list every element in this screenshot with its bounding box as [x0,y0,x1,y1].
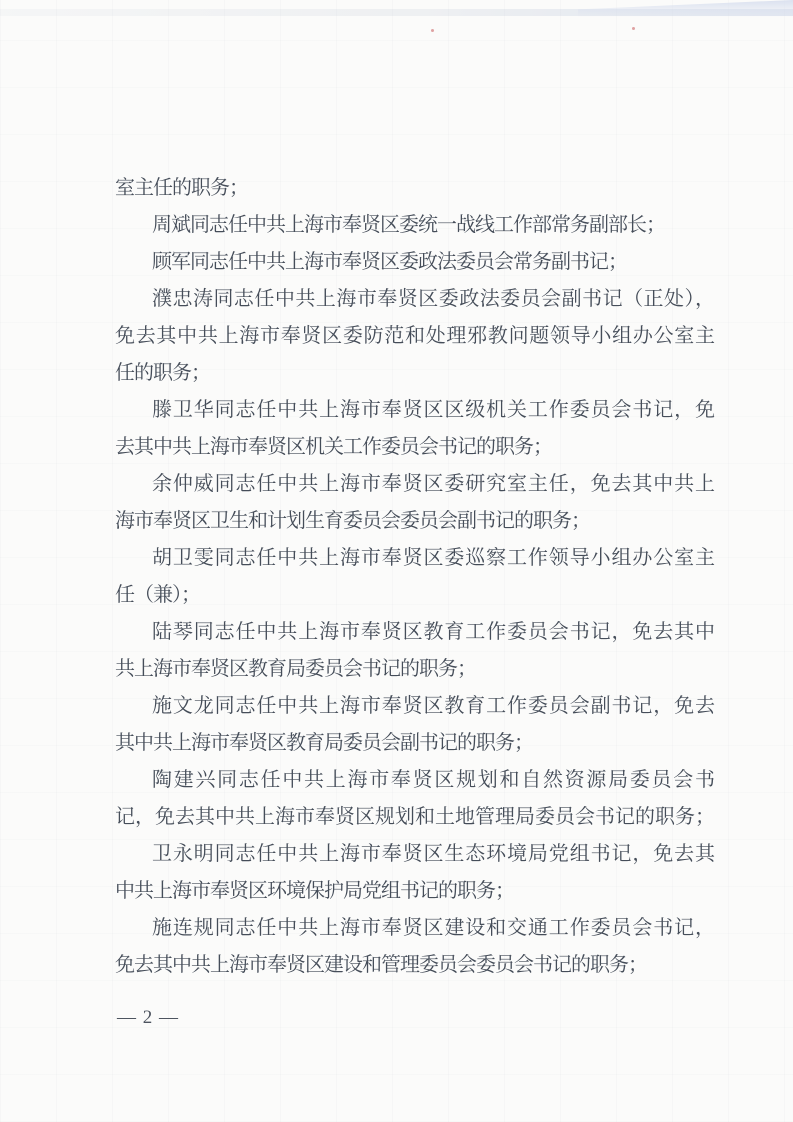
document-line: 中共上海市奉贤区环境保护局党组书记的职务； [115,880,514,902]
document-line: 周斌同志任中共上海市奉贤区委统一战线工作部常务副部长； [152,214,665,236]
document-line: 陶建兴同志任中共上海市奉贤区规划和自然资源局委员会书 [152,769,715,791]
document-line: 施连规同志任中共上海市奉贤区建设和交通工作委员会书记， [152,917,715,939]
document-line: 施文龙同志任中共上海市奉贤区教育工作委员会副书记，免去 [152,695,715,717]
document-line: 卫永明同志任中共上海市奉贤区生态环境局党组书记，免去其 [152,843,715,865]
document-line: 室主任的职务； [115,177,248,199]
document-line: 濮忠涛同志任中共上海市奉贤区委政法委员会副书记（正处）， [152,288,715,310]
document-line: 去其中共上海市奉贤区机关工作委员会书记的职务； [115,436,552,458]
scan-speck [431,29,434,32]
document-line: 免去其中共上海市奉贤区委防范和处理邪教问题领导小组办公室主 [115,325,715,347]
document-line: 任（兼）； [115,584,200,606]
document-line: 其中共上海市奉贤区教育局委员会副书记的职务； [115,732,533,754]
document-line: 任的职务； [115,362,210,384]
document-lines [115,170,715,984]
document-line: 共上海市奉贤区教育局委员会书记的职务； [115,658,476,680]
scan-artifact-corner [578,0,793,17]
document-line: 陆琴同志任中共上海市奉贤区教育工作委员会书记，免去其中 [152,621,715,643]
document-line: 顾军同志任中共上海市奉贤区委政法委员会常务副书记； [152,251,627,273]
document-line: 记，免去其中共上海市奉贤区规划和土地管理局委员会书记的职务； [115,806,715,828]
document-line: 余仲威同志任中共上海市奉贤区委研究室主任，免去其中共上 [152,473,715,495]
document-line: 免去其中共上海市奉贤区建设和管理委员会委员会书记的职务； [115,954,647,976]
document-line: 滕卫华同志任中共上海市奉贤区区级机关工作委员会书记，免 [152,399,715,421]
document-line: 胡卫雯同志任中共上海市奉贤区委巡察工作领导小组办公室主 [152,547,715,569]
page-number: — 2 — [117,1007,179,1028]
scan-speck [632,27,635,30]
document-line: 海市奉贤区卫生和计划生育委员会委员会副书记的职务； [115,510,590,532]
